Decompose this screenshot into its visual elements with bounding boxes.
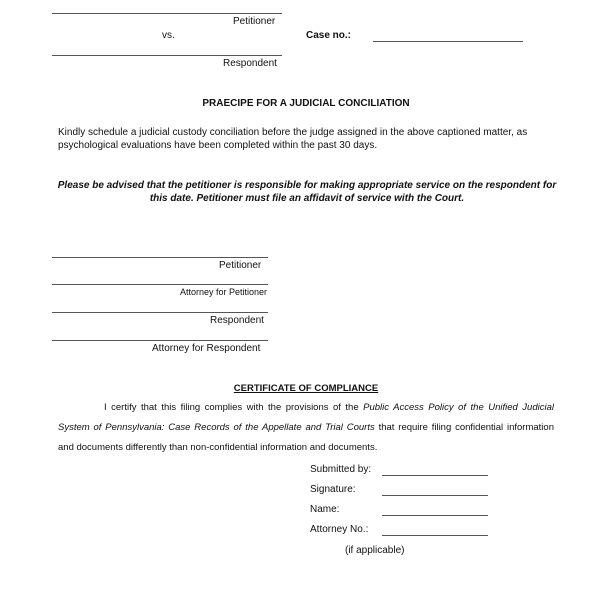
name-field[interactable] <box>382 515 488 516</box>
petitioner-caption-line[interactable] <box>52 13 282 14</box>
certificate-text-part1: I certify that this filing complies with the provisions of the <box>104 402 364 413</box>
respondent-signature-line[interactable] <box>52 312 268 313</box>
if-applicable-note: (if applicable) <box>345 545 405 556</box>
case-no-field[interactable] <box>373 41 523 42</box>
signature-field[interactable] <box>382 495 488 496</box>
case-no-label: Case no.: <box>306 30 352 41</box>
request-paragraph: Kindly schedule a judicial custody conciliation before the judge assigned in the above captioned matter, as psychological evaluations have been completed within the past 30 days. <box>58 127 528 151</box>
signature-label: Signature: <box>310 484 356 495</box>
service-notice: Please be advised that the petitioner is responsible for making appropriate service on the respondent for this date. Petitioner must file an affidavit of service with the Court. <box>57 180 557 204</box>
petitioner-caption-label: Petitioner <box>233 16 276 27</box>
attorney-petitioner-signature-line[interactable] <box>52 284 268 285</box>
respondent-caption-label: Respondent <box>223 58 277 69</box>
certificate-heading: CERTIFICATE OF COMPLIANCE <box>233 383 379 394</box>
name-label: Name: <box>310 504 340 515</box>
respondent-signature-label: Respondent <box>210 315 264 326</box>
submitted-by-field[interactable] <box>382 475 488 476</box>
certificate-paragraph <box>58 398 554 458</box>
certificate-policy-title: Public Access Policy of the Unified Judicial System of Pennsylvania: Case Records of the Appellate and Trial Courts <box>58 402 554 433</box>
submitted-by-label: Submitted by: <box>310 464 372 475</box>
respondent-caption-line[interactable] <box>52 55 282 56</box>
attorney-respondent-label: Attorney for Respondent <box>152 343 261 354</box>
attorney-no-label: Attorney No.: <box>310 524 369 535</box>
certificate-text-part2: that require filing confidential information and documents differently than non-confidential information and documents. <box>58 422 554 453</box>
attorney-no-field[interactable] <box>382 535 488 536</box>
petitioner-signature-label: Petitioner <box>219 260 262 271</box>
vs-label: vs. <box>162 30 175 41</box>
attorney-petitioner-label: Attorney for Petitioner <box>180 287 268 297</box>
document-title: PRAECIPE FOR A JUDICIAL CONCILIATION <box>202 98 410 109</box>
petitioner-signature-line[interactable] <box>52 257 268 258</box>
attorney-respondent-signature-line[interactable] <box>52 340 268 341</box>
